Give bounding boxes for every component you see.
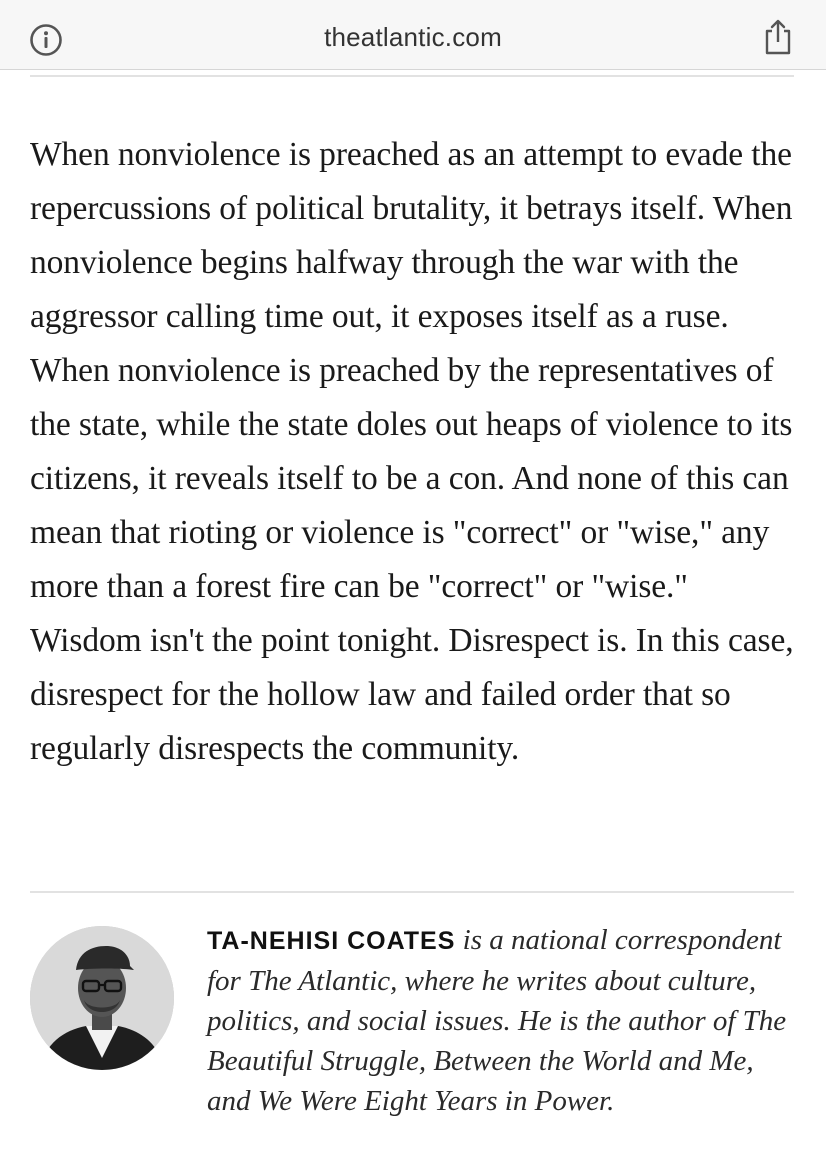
divider-top	[30, 75, 794, 77]
divider-author	[30, 891, 794, 893]
author-bio	[207, 920, 797, 1121]
address-bar-url[interactable]: theatlantic.com	[324, 22, 502, 52]
author-avatar	[30, 926, 174, 1070]
share-icon[interactable]	[762, 17, 794, 57]
author-bio-text: is a national correspondent for The Atlantic, where he writes about culture, politics, and social issues. He is the author of The Beautiful Struggle, Between the World and Me, and We Were Eight Years in Power.	[207, 924, 787, 1117]
article-paragraph: When nonviolence is preached as an attempt to evade the repercussions of political brutality, it betrays itself. When nonviolence begins halfway through the war with the aggressor calling time out, it exposes itself as a ruse. When nonviolence is preached by the representatives of the state, while the state doles out heaps of violence to its citizens, it reveals itself to be a con. And none of this can mean that rioting or violence is "correct" or "wise," any more than a forest fire can be "correct" or "wise." Wisdom isn't the point tonight. Disrespect is. In this case, disrespect for the hollow law and failed order that so regularly disrespects the community.	[30, 136, 794, 767]
browser-toolbar	[0, 0, 826, 70]
author-name[interactable]: TA-NEHISI COATES	[207, 927, 456, 955]
author-portrait-image	[30, 926, 174, 1070]
